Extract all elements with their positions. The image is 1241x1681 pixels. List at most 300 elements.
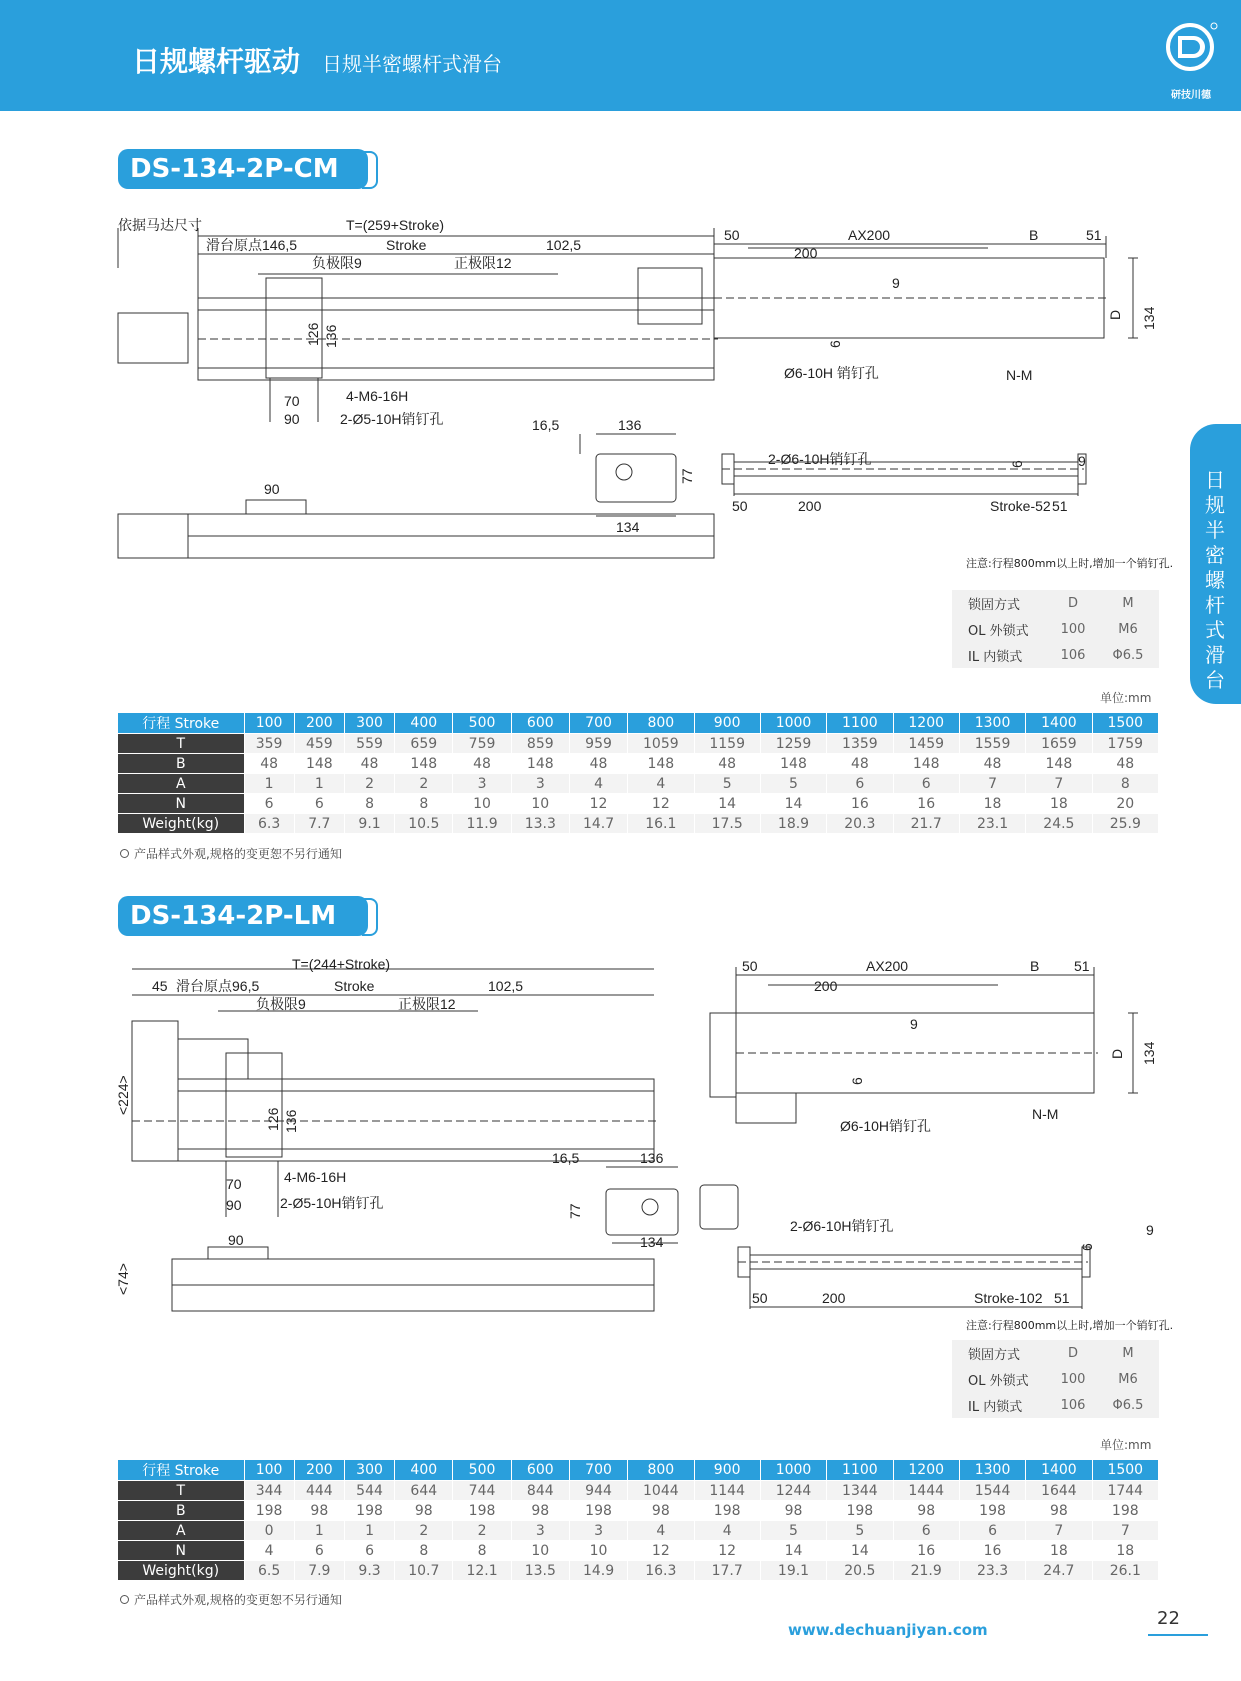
dim-top-200: 200 bbox=[794, 245, 818, 261]
dim-rail-9: 9 bbox=[1146, 1222, 1154, 1238]
page-number-underline bbox=[1148, 1634, 1208, 1636]
table-row-header: B bbox=[118, 754, 244, 774]
table-row bbox=[118, 814, 1159, 834]
table-header-row bbox=[118, 1460, 1159, 1481]
table-row bbox=[118, 1521, 1159, 1541]
table-cell: 98 bbox=[511, 1501, 569, 1521]
table-cell: 148 bbox=[760, 754, 826, 774]
table-cell: 1759 bbox=[1092, 734, 1158, 754]
table-cell: 98 bbox=[395, 1501, 453, 1521]
table-cell: 48 bbox=[694, 754, 760, 774]
table-header-cell: 400 bbox=[395, 1460, 453, 1481]
dim-motor-ref: 依据马达尺寸 bbox=[118, 217, 202, 233]
dim-rail-stroke: Stroke-52 bbox=[990, 498, 1051, 514]
table-cell: 198 bbox=[1092, 1501, 1158, 1521]
table-cell: 4 bbox=[569, 774, 627, 794]
table-cell: 1744 bbox=[1092, 1481, 1158, 1501]
table-header-cell: 1200 bbox=[893, 1460, 959, 1481]
table-cell: 16.3 bbox=[628, 1561, 694, 1581]
table-row bbox=[118, 1541, 1159, 1561]
table-cell: 444 bbox=[294, 1481, 344, 1501]
table-cell: 6 bbox=[893, 774, 959, 794]
table-cell: 198 bbox=[827, 1501, 893, 1521]
table-row bbox=[118, 1561, 1159, 1581]
table-cell: 1644 bbox=[1026, 1481, 1092, 1501]
dim-top-50: 50 bbox=[742, 958, 758, 974]
table-cell: 10.7 bbox=[395, 1561, 453, 1581]
model-badge-cm: DS-134-2P-CM bbox=[118, 149, 368, 189]
table-header-cell: 700 bbox=[569, 713, 627, 734]
dim-top-50: 50 bbox=[724, 227, 740, 243]
dim-end-136: 136 bbox=[640, 1150, 664, 1166]
table-cell: 6 bbox=[344, 1541, 394, 1561]
dim-neg-limit: 负极限9 bbox=[256, 996, 306, 1012]
dim-top-d: D bbox=[1107, 309, 1123, 320]
dim-top-ax: AX200 bbox=[866, 958, 909, 974]
table-header-cell: 900 bbox=[694, 713, 760, 734]
dim-224: <224> bbox=[115, 1075, 131, 1115]
table-cell: 18.9 bbox=[760, 814, 826, 834]
table-cell: 4 bbox=[628, 774, 694, 794]
table-header-cell: 行程 Stroke bbox=[118, 713, 244, 734]
dim-126: 126 bbox=[265, 1107, 281, 1131]
rail-note: 注意:行程800mm以上时,增加一个销钉孔. bbox=[966, 1319, 1174, 1332]
table-cell: 3 bbox=[569, 1521, 627, 1541]
table-cell: 10 bbox=[511, 1541, 569, 1561]
dim-side-90: 90 bbox=[228, 1232, 244, 1248]
table-cell: 12 bbox=[628, 794, 694, 814]
table-cell: 18 bbox=[1026, 1541, 1092, 1561]
table-header-cell: 800 bbox=[628, 1460, 694, 1481]
lock-row: 锁固方式 D M bbox=[968, 595, 1134, 613]
table-row-header: T bbox=[118, 734, 244, 754]
table-cell: 8 bbox=[344, 794, 394, 814]
table-cell: 7.9 bbox=[294, 1561, 344, 1581]
table-cell: 1 bbox=[244, 774, 294, 794]
footer-url-link[interactable]: www.dechuanjiyan.com bbox=[788, 1621, 988, 1639]
dim-pos-limit: 正极限12 bbox=[454, 255, 512, 271]
table-cell: 1044 bbox=[628, 1481, 694, 1501]
table-header-cell: 1000 bbox=[760, 713, 826, 734]
table-cell: 148 bbox=[511, 754, 569, 774]
table-cell: 14 bbox=[760, 794, 826, 814]
table-cell: 48 bbox=[959, 754, 1025, 774]
table-cell: 1159 bbox=[694, 734, 760, 754]
table-cell: 1259 bbox=[760, 734, 826, 754]
table-cell: 5 bbox=[760, 1521, 826, 1541]
technical-drawing-lm bbox=[115, 955, 1168, 1325]
table-cell: 6 bbox=[294, 1541, 344, 1561]
table-cell: 1559 bbox=[959, 734, 1025, 754]
table-header-cell: 1100 bbox=[827, 713, 893, 734]
dim-end-134: 134 bbox=[640, 1234, 664, 1250]
table-cell: 1059 bbox=[628, 734, 694, 754]
footnote: 产品样式外观,规格的变更恕不另行通知 bbox=[120, 1591, 342, 1608]
table-cell: 48 bbox=[569, 754, 627, 774]
dim-top-b: B bbox=[1029, 227, 1039, 243]
table-row-header: A bbox=[118, 774, 244, 794]
table-cell: 13.3 bbox=[511, 814, 569, 834]
dim-stroke: Stroke bbox=[386, 237, 427, 253]
table-cell: 23.3 bbox=[959, 1561, 1025, 1581]
dim-rail-51: 51 bbox=[1054, 1290, 1070, 1306]
table-header-cell: 1000 bbox=[760, 1460, 826, 1481]
table-cell: 959 bbox=[569, 734, 627, 754]
spec-table-cm bbox=[118, 713, 1159, 834]
table-cell: 23.1 bbox=[959, 814, 1025, 834]
table-cell: 48 bbox=[244, 754, 294, 774]
table-cell: 2 bbox=[453, 1521, 511, 1541]
table-cell: 14 bbox=[827, 1541, 893, 1561]
side-category-label: 日规半密螺杆式滑台 bbox=[1205, 468, 1225, 692]
table-cell: 1 bbox=[294, 1521, 344, 1541]
table-cell: 544 bbox=[344, 1481, 394, 1501]
dim-rail-50: 50 bbox=[732, 498, 748, 514]
dim-side-90: 90 bbox=[264, 481, 280, 497]
table-cell: 644 bbox=[395, 1481, 453, 1501]
dim-origin: 滑台原点146,5 bbox=[206, 237, 298, 253]
table-cell: 20.5 bbox=[827, 1561, 893, 1581]
table-cell: 10.5 bbox=[395, 814, 453, 834]
table-cell: 148 bbox=[628, 754, 694, 774]
table-row-header: Weight(kg) bbox=[118, 814, 244, 834]
table-cell: 744 bbox=[453, 1481, 511, 1501]
table-cell: 6 bbox=[294, 794, 344, 814]
table-cell: 0 bbox=[244, 1521, 294, 1541]
table-header-cell: 500 bbox=[453, 1460, 511, 1481]
dim-stroke: Stroke bbox=[334, 978, 375, 994]
table-cell: 759 bbox=[453, 734, 511, 754]
table-header-cell: 100 bbox=[244, 1460, 294, 1481]
table-cell: 7 bbox=[1092, 1521, 1158, 1541]
table-cell: 198 bbox=[453, 1501, 511, 1521]
table-cell: 198 bbox=[344, 1501, 394, 1521]
table-cell: 198 bbox=[244, 1501, 294, 1521]
dim-pos-limit: 正极限12 bbox=[398, 996, 456, 1012]
spec-table-lm bbox=[118, 1460, 1159, 1581]
dim-45: 45 bbox=[152, 978, 168, 994]
table-cell: 3 bbox=[511, 774, 569, 794]
table-header-cell: 600 bbox=[511, 713, 569, 734]
dim-end-165: 16,5 bbox=[532, 417, 560, 433]
table-cell: 7 bbox=[959, 774, 1025, 794]
table-cell: 148 bbox=[1026, 754, 1092, 774]
table-cell: 1 bbox=[294, 774, 344, 794]
dim-70: 70 bbox=[284, 393, 300, 409]
dim-top-9: 9 bbox=[910, 1016, 918, 1032]
dim-nm: N-M bbox=[1032, 1106, 1059, 1122]
table-row-header: N bbox=[118, 1541, 244, 1561]
table-cell: 26.1 bbox=[1092, 1561, 1158, 1581]
table-cell: 8 bbox=[395, 794, 453, 814]
table-cell: 16 bbox=[827, 794, 893, 814]
table-header-cell: 200 bbox=[294, 1460, 344, 1481]
table-cell: 9.1 bbox=[344, 814, 394, 834]
table-row-header: N bbox=[118, 794, 244, 814]
table-cell: 17.7 bbox=[694, 1561, 760, 1581]
table-cell: 1659 bbox=[1026, 734, 1092, 754]
table-cell: 6.5 bbox=[244, 1561, 294, 1581]
dim-74: <74> bbox=[115, 1263, 131, 1295]
table-header-cell: 200 bbox=[294, 713, 344, 734]
table-cell: 6 bbox=[959, 1521, 1025, 1541]
lock-row: OL 外锁式 100 M6 bbox=[968, 621, 1138, 639]
table-cell: 6.3 bbox=[244, 814, 294, 834]
table-cell: 148 bbox=[395, 754, 453, 774]
table-cell: 21.7 bbox=[893, 814, 959, 834]
dim-126: 126 bbox=[305, 322, 321, 346]
table-header-cell: 1300 bbox=[959, 1460, 1025, 1481]
dim-pin-hole: Ø6-10H销钉孔 bbox=[840, 1118, 932, 1134]
table-cell: 198 bbox=[694, 1501, 760, 1521]
table-cell: 16.1 bbox=[628, 814, 694, 834]
table-cell: 1444 bbox=[893, 1481, 959, 1501]
table-header-cell: 500 bbox=[453, 713, 511, 734]
table-cell: 10 bbox=[511, 794, 569, 814]
table-header-cell: 900 bbox=[694, 1460, 760, 1481]
dim-end: 102,5 bbox=[488, 978, 524, 994]
table-cell: 18 bbox=[1092, 1541, 1158, 1561]
table-cell: 5 bbox=[760, 774, 826, 794]
dim-tap: 4-M6-16H bbox=[346, 388, 409, 404]
table-cell: 14 bbox=[694, 794, 760, 814]
table-cell: 6 bbox=[244, 794, 294, 814]
header-subtitle: 日规半密螺杆式滑台 bbox=[322, 52, 502, 76]
unit-label: 单位:mm bbox=[1100, 1438, 1152, 1452]
table-cell: 8 bbox=[453, 1541, 511, 1561]
table-header-cell: 1200 bbox=[893, 713, 959, 734]
table-header-cell: 1400 bbox=[1026, 713, 1092, 734]
table-cell: 98 bbox=[1026, 1501, 1092, 1521]
dim-top-b: B bbox=[1030, 958, 1040, 974]
dim-rail-pin: 2-Ø6-10H销钉孔 bbox=[768, 451, 872, 467]
dim-tap: 4-M6-16H bbox=[284, 1169, 347, 1185]
lock-row: OL 外锁式 100 M6 bbox=[968, 1371, 1138, 1389]
table-cell: 12 bbox=[628, 1541, 694, 1561]
table-row bbox=[118, 794, 1159, 814]
table-cell: 944 bbox=[569, 1481, 627, 1501]
table-cell: 1344 bbox=[827, 1481, 893, 1501]
dim-rail-9: 9 bbox=[1078, 453, 1086, 469]
header-title: 日规螺杆驱动 bbox=[132, 45, 301, 78]
lock-row: 锁固方式 D M bbox=[968, 1345, 1134, 1363]
dim-top-ax: AX200 bbox=[848, 227, 891, 243]
table-cell: 18 bbox=[959, 794, 1025, 814]
technical-drawing-cm bbox=[118, 218, 1168, 578]
table-row-header: A bbox=[118, 1521, 244, 1541]
table-cell: 1544 bbox=[959, 1481, 1025, 1501]
table-cell: 17.5 bbox=[694, 814, 760, 834]
table-cell: 16 bbox=[893, 794, 959, 814]
table-header-cell: 1300 bbox=[959, 713, 1025, 734]
lock-row: IL 内锁式 106 Φ6.5 bbox=[968, 1397, 1144, 1415]
table-cell: 148 bbox=[893, 754, 959, 774]
dim-neg-limit: 负极限9 bbox=[312, 255, 362, 271]
table-header-cell: 1100 bbox=[827, 1460, 893, 1481]
dim-rail-pin: 2-Ø6-10H销钉孔 bbox=[790, 1218, 894, 1234]
table-cell: 13.5 bbox=[511, 1561, 569, 1581]
table-cell: 8 bbox=[1092, 774, 1158, 794]
footnote: 产品样式外观,规格的变更恕不另行通知 bbox=[120, 845, 342, 862]
dim-top-200: 200 bbox=[814, 978, 838, 994]
table-cell: 9.3 bbox=[344, 1561, 394, 1581]
table-cell: 2 bbox=[395, 774, 453, 794]
table-cell: 844 bbox=[511, 1481, 569, 1501]
table-cell: 24.7 bbox=[1026, 1561, 1092, 1581]
dim-rail-6: 6 bbox=[1079, 1243, 1095, 1251]
table-cell: 20 bbox=[1092, 794, 1158, 814]
table-row bbox=[118, 1481, 1159, 1501]
table-cell: 148 bbox=[294, 754, 344, 774]
table-cell: 6 bbox=[893, 1521, 959, 1541]
dim-top-51: 51 bbox=[1074, 958, 1090, 974]
dim-pin-hole: Ø6-10H 销钉孔 bbox=[784, 365, 879, 381]
model-badge-lm: DS-134-2P-LM bbox=[118, 896, 368, 936]
table-cell: 14.7 bbox=[569, 814, 627, 834]
table-header-cell: 800 bbox=[628, 713, 694, 734]
table-header-cell: 100 bbox=[244, 713, 294, 734]
table-cell: 1244 bbox=[760, 1481, 826, 1501]
lock-row: IL 内锁式 106 Φ6.5 bbox=[968, 647, 1144, 665]
table-cell: 198 bbox=[569, 1501, 627, 1521]
table-row-header: Weight(kg) bbox=[118, 1561, 244, 1581]
dim-top-6: 6 bbox=[827, 340, 843, 348]
table-cell: 11.9 bbox=[453, 814, 511, 834]
dim-top-134: 134 bbox=[1141, 306, 1157, 330]
table-cell: 198 bbox=[959, 1501, 1025, 1521]
table-cell: 3 bbox=[453, 774, 511, 794]
dim-end-77: 77 bbox=[679, 468, 695, 484]
dim-end-77: 77 bbox=[567, 1203, 583, 1219]
table-cell: 1359 bbox=[827, 734, 893, 754]
dim-136: 136 bbox=[283, 1109, 299, 1133]
table-cell: 21.9 bbox=[893, 1561, 959, 1581]
table-header-cell: 600 bbox=[511, 1460, 569, 1481]
dim-top-134: 134 bbox=[1141, 1041, 1157, 1065]
table-header-row bbox=[118, 713, 1159, 734]
dim-end-165: 16,5 bbox=[552, 1150, 580, 1166]
page-header bbox=[0, 0, 1241, 111]
table-cell: 2 bbox=[344, 774, 394, 794]
table-header-cell: 300 bbox=[344, 713, 394, 734]
table-cell: 4 bbox=[244, 1541, 294, 1561]
dim-rail-200: 200 bbox=[798, 498, 822, 514]
table-cell: 25.9 bbox=[1092, 814, 1158, 834]
table-row-header: B bbox=[118, 1501, 244, 1521]
table-cell: 19.1 bbox=[760, 1561, 826, 1581]
dim-90: 90 bbox=[226, 1197, 242, 1213]
dim-90: 90 bbox=[284, 411, 300, 427]
dim-pin: 2-Ø5-10H销钉孔 bbox=[340, 411, 444, 427]
dim-rail-200: 200 bbox=[822, 1290, 846, 1306]
table-cell: 12 bbox=[694, 1541, 760, 1561]
lock-table-cm bbox=[952, 590, 1159, 668]
table-header-cell: 700 bbox=[569, 1460, 627, 1481]
lock-table-lm bbox=[952, 1340, 1159, 1418]
table-cell: 3 bbox=[511, 1521, 569, 1541]
table-row bbox=[118, 1501, 1159, 1521]
dim-total: T=(244+Stroke) bbox=[292, 956, 391, 972]
dim-top-51: 51 bbox=[1086, 227, 1102, 243]
dim-end: 102,5 bbox=[546, 237, 582, 253]
table-cell: 12.1 bbox=[453, 1561, 511, 1581]
table-header-cell: 300 bbox=[344, 1460, 394, 1481]
dim-total: T=(259+Stroke) bbox=[346, 217, 445, 233]
table-cell: 24.5 bbox=[1026, 814, 1092, 834]
dim-136: 136 bbox=[323, 324, 339, 348]
table-row bbox=[118, 734, 1159, 754]
dim-top-d: D bbox=[1109, 1048, 1125, 1059]
table-cell: 344 bbox=[244, 1481, 294, 1501]
table-cell: 559 bbox=[344, 734, 394, 754]
table-cell: 18 bbox=[1026, 794, 1092, 814]
table-cell: 48 bbox=[453, 754, 511, 774]
dim-origin: 滑台原点96,5 bbox=[176, 978, 260, 994]
dim-end-136: 136 bbox=[618, 417, 642, 433]
table-cell: 10 bbox=[453, 794, 511, 814]
dim-rail-6: 6 bbox=[1009, 460, 1025, 468]
dim-top-9: 9 bbox=[892, 275, 900, 291]
table-cell: 48 bbox=[344, 754, 394, 774]
table-cell: 1144 bbox=[694, 1481, 760, 1501]
table-cell: 7.7 bbox=[294, 814, 344, 834]
dim-pin: 2-Ø5-10H销钉孔 bbox=[280, 1195, 384, 1211]
table-cell: 48 bbox=[1092, 754, 1158, 774]
table-cell: 8 bbox=[395, 1541, 453, 1561]
table-row bbox=[118, 774, 1159, 794]
table-cell: 7 bbox=[1026, 1521, 1092, 1541]
table-cell: 1459 bbox=[893, 734, 959, 754]
dim-rail-51: 51 bbox=[1052, 498, 1068, 514]
table-cell: 1 bbox=[344, 1521, 394, 1541]
dim-70: 70 bbox=[226, 1176, 242, 1192]
table-header-cell: 400 bbox=[395, 713, 453, 734]
dim-nm: N-M bbox=[1006, 367, 1033, 383]
table-cell: 20.3 bbox=[827, 814, 893, 834]
table-header-cell: 行程 Stroke bbox=[118, 1460, 244, 1481]
table-cell: 12 bbox=[569, 794, 627, 814]
table-row bbox=[118, 754, 1159, 774]
table-cell: 98 bbox=[893, 1501, 959, 1521]
table-cell: 16 bbox=[893, 1541, 959, 1561]
table-cell: 48 bbox=[827, 754, 893, 774]
table-cell: 7 bbox=[1026, 774, 1092, 794]
table-cell: 359 bbox=[244, 734, 294, 754]
table-cell: 98 bbox=[294, 1501, 344, 1521]
dim-rail-stroke: Stroke-102 bbox=[974, 1290, 1043, 1306]
table-cell: 98 bbox=[628, 1501, 694, 1521]
table-cell: 6 bbox=[827, 774, 893, 794]
table-cell: 2 bbox=[395, 1521, 453, 1541]
table-header-cell: 1500 bbox=[1092, 1460, 1158, 1481]
table-cell: 16 bbox=[959, 1541, 1025, 1561]
table-header-cell: 1500 bbox=[1092, 713, 1158, 734]
page-number: 22 bbox=[1157, 1608, 1180, 1629]
dim-end-134: 134 bbox=[616, 519, 640, 535]
table-cell: 10 bbox=[569, 1541, 627, 1561]
table-cell: 14.9 bbox=[569, 1561, 627, 1581]
table-cell: 859 bbox=[511, 734, 569, 754]
table-header-cell: 1400 bbox=[1026, 1460, 1092, 1481]
table-cell: 5 bbox=[827, 1521, 893, 1541]
table-cell: 98 bbox=[760, 1501, 826, 1521]
dim-rail-50: 50 bbox=[752, 1290, 768, 1306]
table-row-header: T bbox=[118, 1481, 244, 1501]
table-cell: 4 bbox=[694, 1521, 760, 1541]
rail-note: 注意:行程800mm以上时,增加一个销钉孔. bbox=[966, 557, 1174, 570]
table-cell: 5 bbox=[694, 774, 760, 794]
table-cell: 14 bbox=[760, 1541, 826, 1561]
